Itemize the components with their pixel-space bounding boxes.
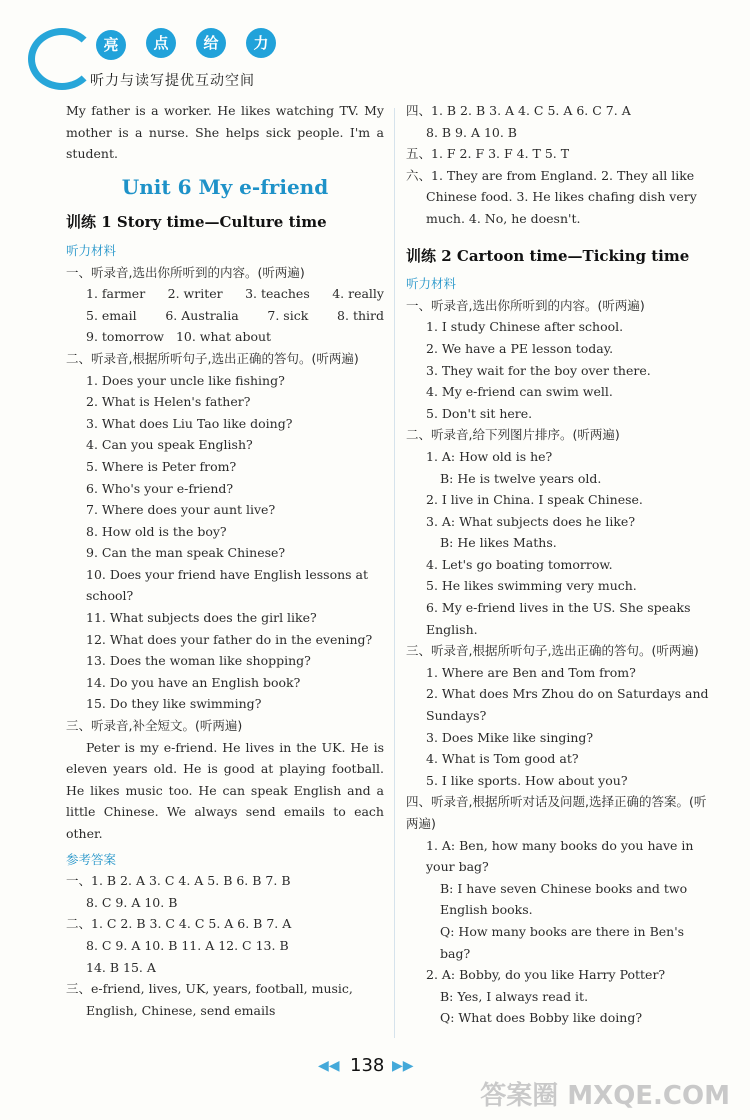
answer-line: 五、1. F 2. F 3. F 4. T 5. T xyxy=(406,146,570,162)
q2-item: 8. How old is the boy? xyxy=(86,523,227,539)
answer-line: Chinese food. 3. He likes chafing dish very xyxy=(426,189,697,205)
answer-line: 一、1. B 2. A 3. C 4. A 5. B 6. B 7. B xyxy=(66,873,291,889)
q1-item: 4. My e-friend can swim well. xyxy=(426,384,613,400)
q1-option: 9. tomorrow xyxy=(86,329,165,345)
prev-page-arrow-icon: ◀◀ xyxy=(318,1058,340,1074)
right-column xyxy=(406,100,716,1029)
headphones-icon xyxy=(28,28,96,90)
q2-item: B: He is twelve years old. xyxy=(440,470,602,486)
q1-row xyxy=(66,283,384,305)
left-column xyxy=(66,100,384,1021)
q2-title: 二、听录音,给下列图片排序。(听两遍) xyxy=(406,427,620,443)
q4-item: B: Yes, I always read it. xyxy=(440,988,589,1004)
q1-option: 4. really xyxy=(332,286,384,302)
q2-item: 1. Does your uncle like fishing? xyxy=(86,372,285,388)
answer-key-label: 参考答案 xyxy=(66,851,117,867)
answer-line: 14. B 15. A xyxy=(86,959,156,975)
answer-line: 四、1. B 2. B 3. A 4. C 5. A 6. C 7. A xyxy=(406,103,631,118)
q4-item: 1. A: Ben, how many books do you have in your bag? xyxy=(426,837,694,875)
page-header xyxy=(18,10,318,100)
q3-item: 3. Does Mike like singing? xyxy=(426,729,594,745)
q1-row xyxy=(66,305,384,327)
answer-line: much. 4. No, he doesn't. xyxy=(426,210,581,226)
q2-item: 5. He likes swimming very much. xyxy=(426,578,637,594)
intro-paragraph: My father is a worker. He likes watching TV. My mother is a nurse. She helps sick people. I'm a student. xyxy=(66,103,384,162)
q1-item: 5. Don't sit here. xyxy=(426,405,533,421)
q1-option: 3. teaches xyxy=(245,286,310,302)
q2-item: 4. Let's go boating tomorrow. xyxy=(426,556,613,572)
q1-item: 3. They wait for the boy over there. xyxy=(426,362,651,378)
logo-char: 力 xyxy=(246,28,276,58)
q2-item: 10. Does your friend have English lessons at school? xyxy=(86,566,369,604)
q2-item: 2. I live in China. I speak Chinese. xyxy=(426,492,643,508)
q1-title: 一、听录音,选出你所听到的内容。(听两遍) xyxy=(66,264,305,280)
answer-line: 8. C 9. A 10. B xyxy=(86,894,178,910)
q4-title: 四、听录音,根据所听对话及问题,选择正确的答案。(听两遍) xyxy=(406,794,707,831)
q3-item: 4. What is Tom good at? xyxy=(426,751,579,767)
q3-item: 1. Where are Ben and Tom from? xyxy=(426,664,636,680)
logo-char: 点 xyxy=(146,28,176,58)
q2-item: 15. Do they like swimming? xyxy=(86,696,262,712)
q2-item: 14. Do you have an English book? xyxy=(86,674,301,690)
q1-option: 6. Australia xyxy=(165,307,239,323)
training-2-title: 训练 2 Cartoon time—Ticking time xyxy=(406,246,690,265)
logo-char: 给 xyxy=(196,28,226,58)
listening-material-label: 听力材料 xyxy=(406,276,457,292)
q1-title: 一、听录音,选出你所听到的内容。(听两遍) xyxy=(406,297,645,313)
listening-material-label: 听力材料 xyxy=(66,242,117,258)
q1-row xyxy=(66,326,384,348)
q2-item: 7. Where does your aunt live? xyxy=(86,502,276,518)
header-subtitle: 听力与读写提优互动空间 xyxy=(90,73,255,89)
q3-title: 三、听录音,根据所听句子,选出正确的答句。(听两遍) xyxy=(406,643,699,659)
column-divider xyxy=(394,108,395,1038)
q2-item: 3. What does Liu Tao like doing? xyxy=(86,415,293,431)
q2-item: 9. Can the man speak Chinese? xyxy=(86,545,286,561)
next-page-arrow-icon: ▶▶ xyxy=(392,1058,414,1074)
q2-title: 二、听录音,根据所听句子,选出正确的答句。(听两遍) xyxy=(66,350,359,366)
q2-item: 11. What subjects does the girl like? xyxy=(86,610,317,626)
q2-item: 13. Does the woman like shopping? xyxy=(86,653,311,669)
q2-item: 2. What is Helen's father? xyxy=(86,394,251,410)
q3-passage: Peter is my e-friend. He lives in the UK. He is eleven years old. He is good at playing football. He likes music too. He can speak English and a little Chinese. We always send emails to each other. xyxy=(66,739,384,841)
answer-line: 二、1. C 2. B 3. C 4. C 5. A 6. B 7. A xyxy=(66,916,292,932)
answer-line: 8. C 9. A 10. B 11. A 12. C 13. B xyxy=(86,937,289,953)
q2-item: 4. Can you speak English? xyxy=(86,437,253,453)
q2-item: 6. My e-friend lives in the US. She speaks English. xyxy=(426,600,691,637)
q1-option: 8. third xyxy=(337,307,384,323)
q2-item: 3. A: What subjects does he like? xyxy=(426,513,636,529)
answer-line: English, Chinese, send emails xyxy=(86,1002,276,1018)
logo-char: 亮 xyxy=(96,30,126,60)
answer-line: 8. B 9. A 10. B xyxy=(426,124,517,140)
answer-line: 三、e-friend, lives, UK, years, football, music, xyxy=(66,981,353,997)
q4-item: 2. A: Bobby, do you like Harry Potter? xyxy=(426,967,666,983)
q1-item: 2. We have a PE lesson today. xyxy=(426,340,614,356)
q1-option: 5. email xyxy=(86,307,137,323)
unit-title: Unit 6 My e-friend xyxy=(121,174,329,199)
q2-item: B: He likes Maths. xyxy=(440,535,557,551)
q3-item: 5. I like sports. How about you? xyxy=(426,772,628,788)
q3-title: 三、听录音,补全短文。(听两遍) xyxy=(66,718,243,734)
q1-item: 1. I study Chinese after school. xyxy=(426,319,624,335)
q2-item: 12. What does your father do in the evening? xyxy=(86,631,373,647)
q4-item: Q: How many books are there in Ben's bag? xyxy=(440,923,685,961)
q2-item: 1. A: How old is he? xyxy=(426,448,553,464)
q4-item: Q: What does Bobby like doing? xyxy=(440,1010,643,1026)
q1-option: 1. farmer xyxy=(86,286,146,302)
q3-item: 2. What does Mrs Zhou do on Saturdays and Sundays? xyxy=(426,686,709,724)
q4-item: B: I have seven Chinese books and two English books. xyxy=(440,880,688,918)
training-1-title: 训练 1 Story time—Culture time xyxy=(66,213,327,232)
q2-item: 6. Who's your e-friend? xyxy=(86,480,234,496)
q1-option: 2. writer xyxy=(167,286,223,302)
q1-option: 10. what about xyxy=(175,329,272,345)
answer-line: 六、1. They are from England. 2. They all like xyxy=(406,167,695,183)
q1-option: 7. sick xyxy=(267,307,309,323)
page-number: 138 xyxy=(350,1055,385,1076)
watermark: 答案圈 MXQE.COM xyxy=(480,1081,730,1111)
q2-item: 5. Where is Peter from? xyxy=(86,458,237,474)
